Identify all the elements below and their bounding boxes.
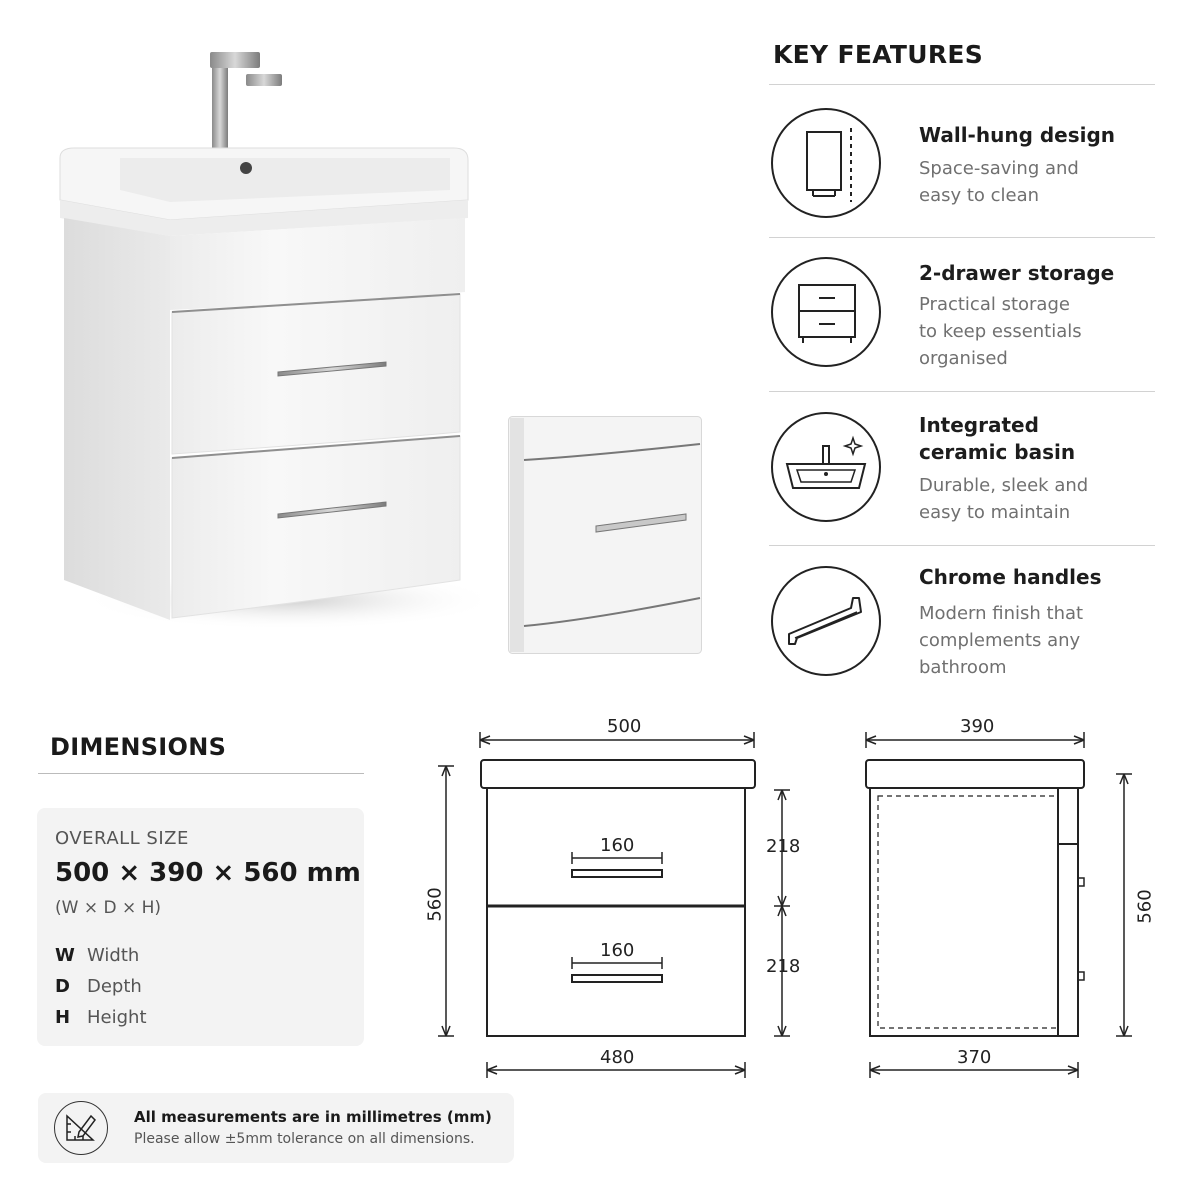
note-text: Please allow ±5mm tolerance on all dimensions. — [134, 1131, 475, 1147]
basin-icon — [773, 414, 879, 520]
dim-drawer-top: 218 — [766, 836, 801, 857]
divider — [769, 391, 1155, 392]
divider — [769, 237, 1155, 238]
legend-key: W — [55, 945, 75, 966]
feature-title: Chrome handles — [919, 565, 1102, 589]
note-title: All measurements are in millimetres (mm) — [134, 1108, 492, 1126]
feature-desc: Durable, sleek and easy to maintain — [919, 475, 1089, 523]
key-features-heading: KEY FEATURES — [773, 40, 984, 69]
side-elevation-drawing — [850, 710, 1170, 1090]
product-image — [50, 40, 480, 640]
front-elevation-drawing — [420, 710, 820, 1090]
divider — [38, 773, 364, 774]
detail-image — [508, 416, 702, 654]
overall-size-sub: (W × D × H) — [55, 898, 162, 918]
legend-key: H — [55, 1007, 71, 1028]
feature-icon-circle — [771, 257, 881, 367]
feature-icon-circle — [771, 412, 881, 522]
overall-size-value: 500 × 390 × 560 mm — [55, 858, 361, 888]
feature-title: Wall-hung design — [919, 123, 1116, 147]
ruler-pencil-icon — [54, 1101, 108, 1155]
overall-size-card — [37, 808, 364, 1046]
dim-side-bottom-depth: 370 — [957, 1047, 992, 1068]
feature-desc: Space-saving and easy to clean — [919, 158, 1079, 206]
dim-front-top-width: 500 — [607, 716, 642, 737]
overall-size-label: OVERALL SIZE — [55, 828, 189, 849]
feature-icon-circle — [771, 566, 881, 676]
wall-cabinet-icon — [773, 110, 879, 216]
dim-handle-top: 160 — [600, 835, 635, 856]
legend-label: Depth — [87, 976, 142, 997]
dim-front-height: 560 — [424, 887, 446, 922]
divider — [769, 545, 1155, 546]
dim-drawer-bottom: 218 — [766, 956, 801, 977]
dim-side-top-depth: 390 — [960, 716, 995, 737]
legend-key: D — [55, 976, 70, 997]
dim-side-height: 560 — [1134, 889, 1156, 924]
drawer-unit-icon — [773, 259, 879, 365]
divider — [769, 84, 1155, 85]
legend-label: Width — [87, 945, 140, 966]
dim-front-bottom-width: 480 — [600, 1047, 635, 1068]
feature-desc: Practical storage to keep essentials organised — [919, 294, 1082, 369]
tap — [212, 62, 228, 150]
legend-label: Height — [87, 1007, 147, 1028]
feature-title: 2-drawer storage — [919, 261, 1115, 285]
feature-desc: Modern finish that complements any bathroom — [919, 603, 1084, 678]
feature-icon-circle — [771, 108, 881, 218]
dim-handle-bottom: 160 — [600, 940, 635, 961]
handle-icon — [773, 568, 879, 674]
feature-title: Integrated ceramic basin — [919, 413, 1076, 464]
dimensions-heading: DIMENSIONS — [50, 733, 227, 761]
measurement-note — [38, 1093, 514, 1163]
